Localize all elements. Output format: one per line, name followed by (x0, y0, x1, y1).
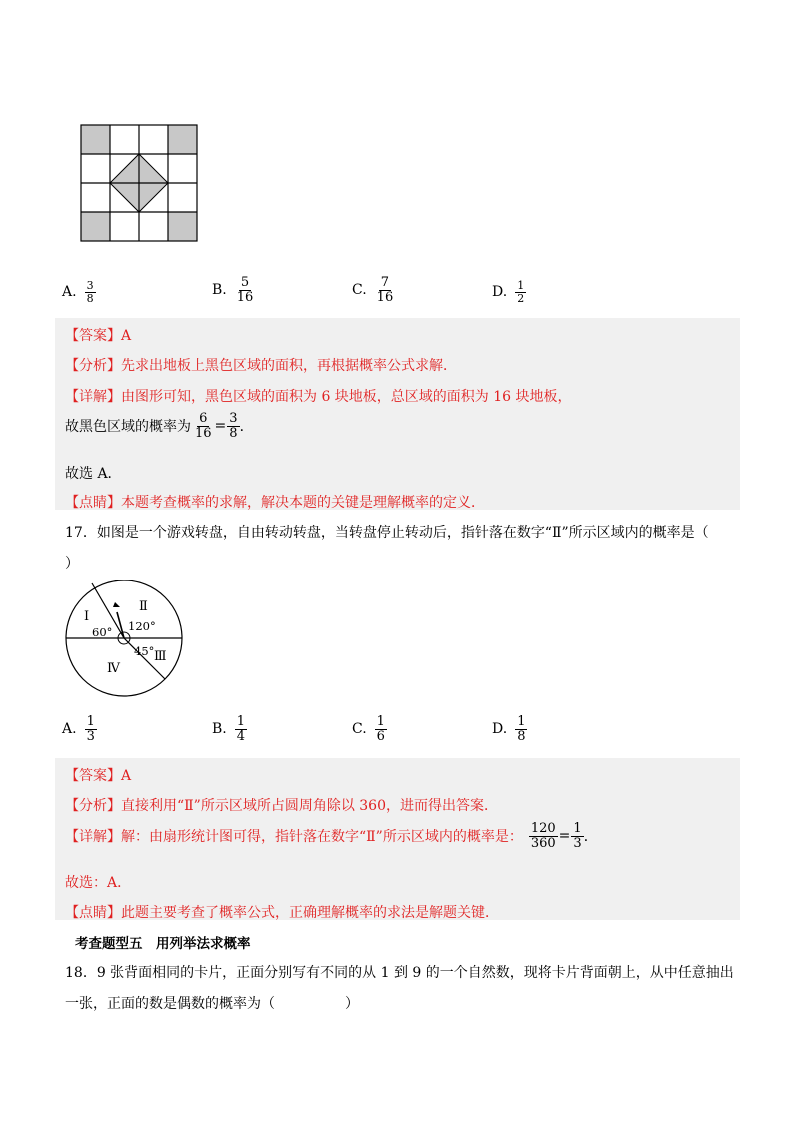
tile-grid-figure (80, 124, 198, 242)
option-letter: D. (492, 284, 508, 301)
option-fraction: $\frac{1}{8}$ (517, 714, 526, 744)
q17-stem-line2: ） (65, 556, 79, 572)
option-fraction: $\frac{7}{16}$ (376, 275, 394, 305)
option-fraction: $\frac{1}{4}$ (236, 714, 246, 744)
q16-detail-equation (65, 412, 254, 440)
q18-stem-line1: 18．9 张背面相同的卡片，正面分别写有不同的从 1 到 9 的一个自然数，现将卡片背面朝上，从中任意抽出 (65, 965, 734, 981)
equals-sign: = (558, 828, 571, 845)
spinner-angle-120: 120° (128, 619, 156, 633)
q17-option-d (492, 715, 527, 743)
q16-option-d (492, 280, 526, 304)
spinner-label-3: Ⅲ (154, 649, 167, 664)
q16-choose: 故选 A． (65, 466, 122, 482)
option-fraction: $\frac{5}{16}$ (236, 275, 254, 305)
option-letter: B. (212, 282, 227, 299)
spinner-figure (62, 580, 192, 700)
fraction: $\frac{120}{360}$ (530, 821, 556, 851)
q17-option-a (62, 715, 97, 743)
q17-answer: 【答案】A (65, 768, 132, 784)
q16-detail-prefix: 故黑色区域的概率为 (65, 419, 191, 436)
option-letter: A. (62, 721, 77, 738)
q17-detail-prefix: 【详解】解：由扇形统计图可得，指针落在数字“Ⅱ”所示区域内的概率是： (65, 829, 523, 846)
option-letter: C. (352, 721, 367, 738)
q17-analysis: 【分析】直接利用“Ⅱ”所示区域所占圆周角除以 360，进而得出答案． (65, 798, 499, 814)
q17-detail (65, 822, 598, 850)
section-title: 考查题型五 用列举法求概率 (75, 936, 251, 952)
q16-option-c (352, 276, 395, 304)
spinner-label-2: Ⅱ (139, 599, 148, 614)
q16-analysis: 【分析】先求出地板上黑色区域的面积，再根据概率公式求解． (65, 358, 457, 374)
option-fraction: $\frac{3}{8}$ (86, 279, 94, 305)
period: ． (239, 419, 254, 436)
q17-comment: 【点睛】此题主要考查了概率公式，正确理解概率的求法是解题关键． (65, 905, 499, 921)
q16-answer: 【答案】A (65, 328, 132, 344)
q17-option-c (352, 715, 387, 743)
option-letter: C. (352, 282, 367, 299)
q16-option-a (62, 280, 96, 304)
option-letter: D. (492, 721, 508, 738)
option-fraction: $\frac{1}{2}$ (517, 279, 525, 305)
q16-comment: 【点睛】本题考查概率的求解，解决本题的关键是理解概率的定义． (65, 495, 485, 511)
q17-stem-line1: 17．如图是一个游戏转盘，自由转动转盘，当转盘停止转动后，指针落在数字“Ⅱ”所示区域内的概率是（ (65, 525, 709, 541)
fraction: $\frac{1}{3}$ (573, 821, 582, 851)
option-letter: B. (212, 721, 227, 738)
q17-option-b (212, 715, 247, 743)
spinner-angle-60: 60° (92, 625, 113, 639)
q16-detail: 【详解】由图形可知，黑色区域的面积为 6 块地板，总区域的面积为 16 块地板， (65, 389, 572, 405)
option-fraction: $\frac{1}{3}$ (86, 714, 95, 744)
fraction: $\frac{3}{8}$ (229, 411, 238, 441)
option-letter: A. (62, 284, 77, 301)
spinner-label-1: Ⅰ (84, 609, 90, 624)
option-fraction: $\frac{1}{6}$ (376, 714, 385, 744)
spinner-angle-45: 45° (134, 644, 155, 658)
spinner-label-4: Ⅳ (107, 661, 120, 676)
fraction: $\frac{6}{16}$ (195, 411, 212, 441)
equals-sign: = (214, 418, 227, 435)
q16-option-b (212, 276, 255, 304)
q18-stem-line2: 一张，正面的数是偶数的概率为（ ） (65, 996, 359, 1012)
period: ． (583, 829, 598, 846)
q17-choose: 故选：A． (65, 875, 132, 891)
